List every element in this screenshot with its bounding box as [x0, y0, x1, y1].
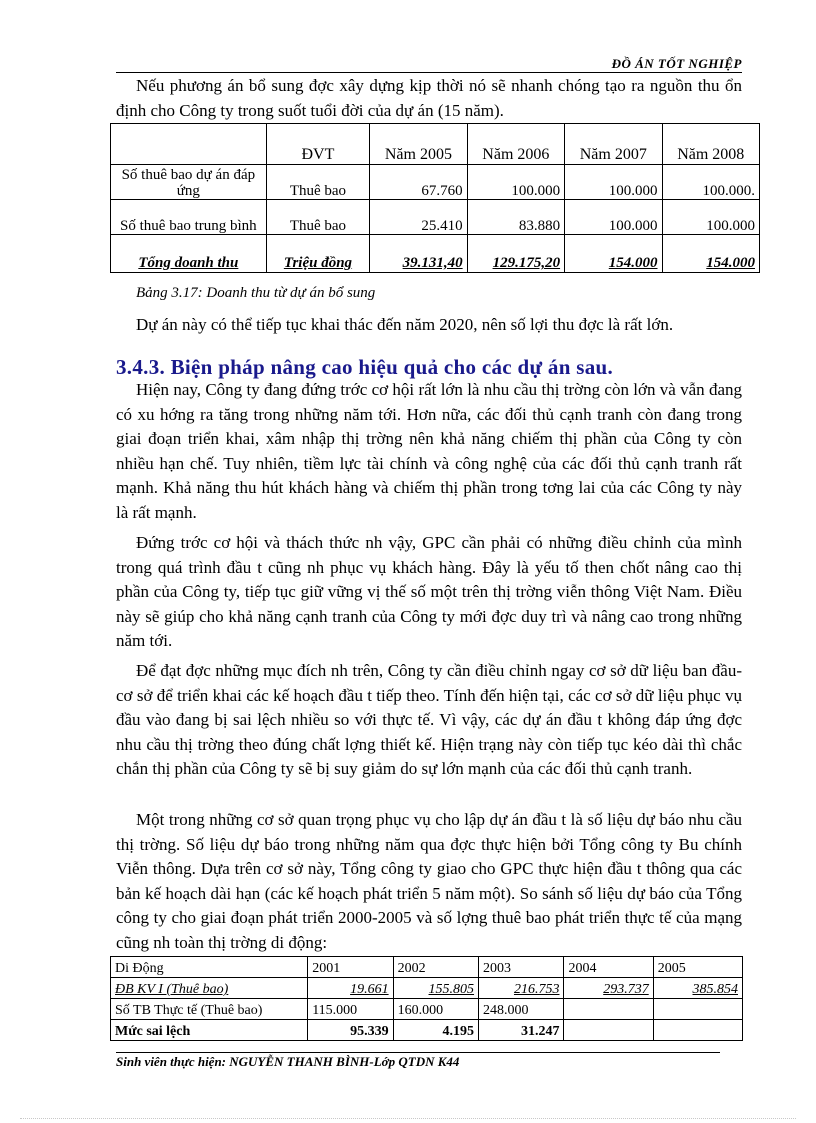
- body-paragraph: Hiện nay, Công ty đang đứng trớc cơ hội rất lớn là nhu cầu thị trờng còn lớn và vẫn đang có xu hớng ra tăng trong những năm tới. Hơn nữa, các đối thủ cạnh tranh còn đang trong giai đoạn triển khai, xâm nhập thị trờng nên khả năng chiếm thị phần của Công ty còn nhiều hạn chế. Tuy nhiên, tiềm lực tài chính và công nghệ của các đối thủ cạnh tranh rất mạnh. Khả năng thu hút khách hàng và chiếm thị phần trong tơng lai của các Công ty này là rất mạnh.: [116, 380, 742, 522]
- after-table-paragraph: Dự án này có thể tiếp tục khai thác đến năm 2020, nên số lợi thu đợc là rất lớn.: [136, 315, 674, 334]
- page-footer: Sinh viên thực hiện: NGUYỄN THANH BÌNH-Lớp QTDN K44: [116, 1054, 460, 1069]
- body-paragraph: Đứng trớc cơ hội và thách thức nh vậy, GPC cần phải có những điều chỉnh của mình trong quá trình đầu t cũng nh phục vụ khách hàng. Đây là yếu tố then chốt nâng cao thị phần của Công ty, tiếp tục giữ vững vị thế số một trên thị trờng viễn thông Việt Nam. Điều này sẽ giúp cho khả năng cạnh tranh của Công ty mới đợc duy trì và nâng cao trong những năm tới.: [116, 533, 742, 650]
- table-cell: [653, 999, 742, 1020]
- page-header-title: ĐỒ ÁN TỐT NGHIỆP: [611, 56, 742, 71]
- footer-divider: [116, 1052, 720, 1053]
- table-header-cell: Năm 2008: [662, 124, 760, 165]
- table-header-cell: Năm 2006: [467, 124, 564, 165]
- table-caption: Bảng 3.17: Doanh thu từ dự án bổ sung: [136, 285, 376, 301]
- table-header-cell: 2001: [308, 957, 393, 978]
- table-cell: 155.805: [393, 978, 478, 999]
- table-cell: 4.195: [393, 1020, 478, 1041]
- table-cell: 95.339: [308, 1020, 393, 1041]
- table-cell: 100.000: [467, 165, 564, 200]
- table-header-cell: ĐVT: [266, 124, 369, 165]
- table-row: [111, 1020, 743, 1041]
- table-cell: [564, 1020, 653, 1041]
- table-cell: Triệu đồng: [266, 235, 369, 273]
- table-cell: 248.000: [479, 999, 564, 1020]
- table-header-cell: 2003: [479, 957, 564, 978]
- page-bottom-border: [20, 1118, 796, 1119]
- table-cell: Thuê bao: [266, 200, 369, 235]
- table-header-row: [111, 957, 743, 978]
- table-row: [111, 200, 760, 235]
- section-heading: 3.4.3. Biện pháp nâng cao hiệu quả cho các dự án sau.: [116, 355, 614, 379]
- table-row: [111, 978, 743, 999]
- table-cell: 39.131,40: [370, 235, 467, 273]
- table-cell: 115.000: [308, 999, 393, 1020]
- table-cell: [564, 999, 653, 1020]
- table-header-cell: Di Động: [111, 957, 308, 978]
- table-cell: [653, 1020, 742, 1041]
- intro-paragraph: Nếu phương án bổ sung đợc xây dựng kịp thời nó sẽ nhanh chóng tạo ra nguồn thu ổn định cho Công ty trong suốt tuổi đời của dự án (15 năm).: [116, 76, 742, 120]
- table-cell: Số thuê bao trung bình: [111, 200, 267, 235]
- forecast-table: [110, 956, 743, 1041]
- table-cell: ĐB KV I (Thuê bao): [111, 978, 308, 999]
- table-cell: 216.753: [479, 978, 564, 999]
- table-cell: 100.000: [662, 200, 760, 235]
- table-total-row: [111, 235, 760, 273]
- table-cell: 160.000: [393, 999, 478, 1020]
- table-cell: Thuê bao: [266, 165, 369, 200]
- table-cell: 67.760: [370, 165, 467, 200]
- header-divider: [116, 72, 742, 73]
- table-cell: 100.000: [565, 165, 662, 200]
- table-cell: 100.000.: [662, 165, 760, 200]
- table-cell: Tổng doanh thu: [111, 235, 267, 273]
- table-header-cell: Năm 2007: [565, 124, 662, 165]
- table-header-cell: 2005: [653, 957, 742, 978]
- table-cell: Số thuê bao dự án đáp ứng: [111, 165, 267, 200]
- table-cell: 129.175,20: [467, 235, 564, 273]
- table-cell: Mức sai lệch: [111, 1020, 308, 1041]
- body-paragraph: Một trong những cơ sở quan trọng phục vụ cho lập dự án đầu t là số liệu dự báo nhu cầu thị trờng. Số liệu dự báo trong những năm qua đợc thực hiện bởi Tổng công ty Bu chính Viễn thông. Dựa trên cơ sở này, Tổng công ty giao cho GPC thực hiện đầu t thông qua các bản kế hoạch dài hạn (các kế hoạch phát triển 5 năm một). So sánh số liệu dự báo của Tổng công ty cho giai đoạn phát triển 2000-2005 và số lợng thuê bao phát triển thực tế của mạng cũng nh toàn thị trờng di động:: [116, 810, 742, 952]
- table-row: [111, 165, 760, 200]
- table-cell: 25.410: [370, 200, 467, 235]
- table-cell: 31.247: [479, 1020, 564, 1041]
- table-cell: Số TB Thực tế (Thuê bao): [111, 999, 308, 1020]
- table-cell: 385.854: [653, 978, 742, 999]
- table-cell: 293.737: [564, 978, 653, 999]
- table-cell: 154.000: [662, 235, 760, 273]
- table-header-cell: 2002: [393, 957, 478, 978]
- table-header-cell: 2004: [564, 957, 653, 978]
- revenue-table: [110, 123, 760, 273]
- table-cell: 100.000: [565, 200, 662, 235]
- body-paragraph: Để đạt đợc những mục đích nh trên, Công ty cần điều chỉnh ngay cơ sở dữ liệu ban đầu-cơ sở để triển khai các kế hoạch đầu t tiếp theo. Tính đến hiện tại, các cơ sở dữ liệu phục vụ đầu vào đang bị sai lệch nhiều so với thực tế. Vì vậy, các dự án đầu t không đáp ứng đợc nhu cầu thị trờng theo đúng chất lợng thiết kế. Hiện trạng này còn tiếp tục kéo dài thì chắc chắn thị phần của Công ty sẽ bị suy giảm do sự lớn mạnh của các đối thủ cạnh tranh.: [116, 661, 742, 778]
- table-cell: 19.661: [308, 978, 393, 999]
- table-row: [111, 999, 743, 1020]
- table-header-cell: Năm 2005: [370, 124, 467, 165]
- table-cell: 154.000: [565, 235, 662, 273]
- table-header-cell: [111, 124, 267, 165]
- table-cell: 83.880: [467, 200, 564, 235]
- table-header-row: [111, 124, 760, 165]
